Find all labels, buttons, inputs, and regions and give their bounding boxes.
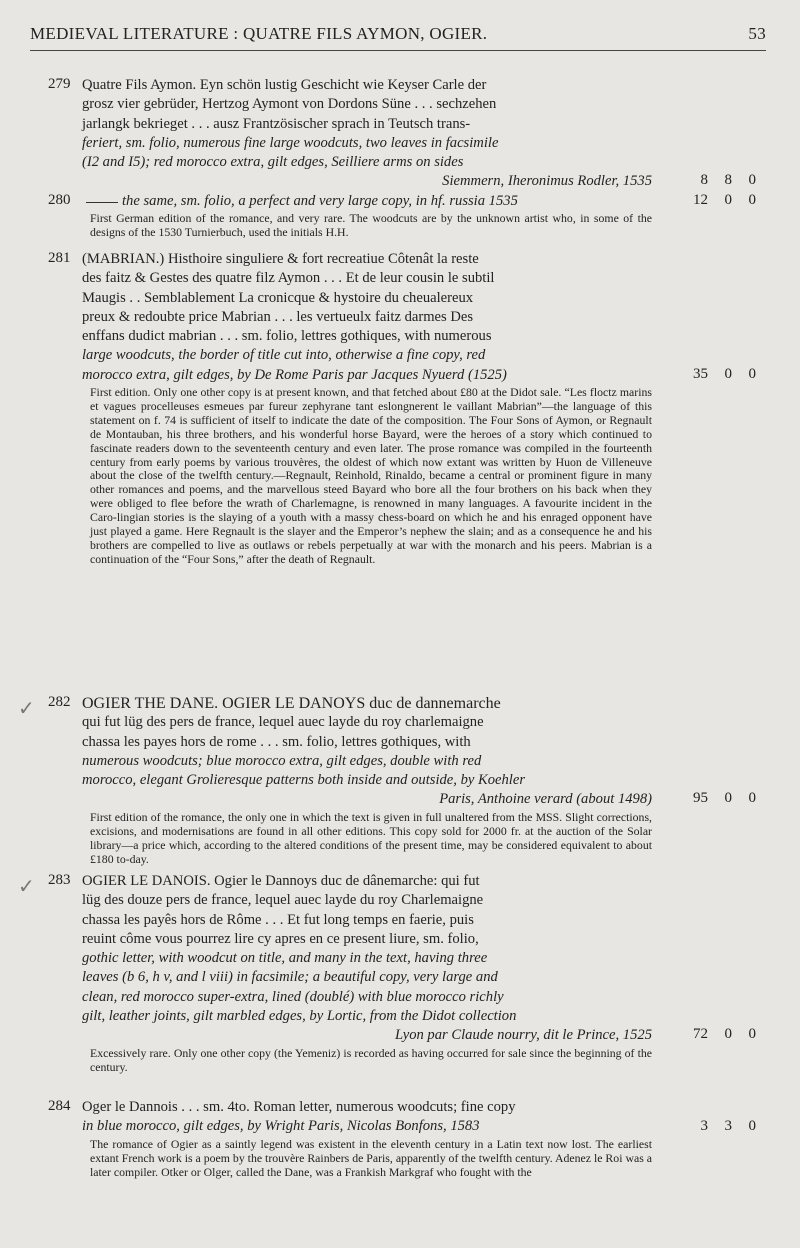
price-pence: 0 bbox=[748, 192, 756, 208]
entry-text bbox=[82, 76, 652, 192]
price-pence: 0 bbox=[748, 366, 756, 382]
text-line: gilt, leather joints, gilt marbled edges, by Lortic, from the Didot collection bbox=[82, 1008, 517, 1025]
price-shillings: 0 bbox=[724, 1026, 732, 1042]
entry-note: Excessively rare. Only one other copy (the Yemeniz) is recorded as having occurred for sale since the beginning of the century. bbox=[90, 1046, 652, 1074]
price-pounds: 3 bbox=[700, 1118, 708, 1134]
text-line: qui fut lüg des pers de france, lequel auec layde du roy charlemaigne bbox=[82, 714, 484, 731]
price bbox=[684, 1118, 764, 1135]
text-line: chassa les payês hors de Rôme . . . Et fut long temps en faerie, puis bbox=[82, 911, 474, 928]
price bbox=[684, 366, 764, 383]
text-line: the same, sm. folio, a perfect and very large copy, in hf. russia 1535 bbox=[122, 193, 518, 209]
text-line: numerous woodcuts; blue morocco extra, gilt edges, double with red bbox=[82, 752, 482, 769]
entry-note: First edition. Only one other copy is at present known, and that fetched about £80 at the Didot sale. “Les floctz marins et vagues procelleuses esmeues par fureur zephyrane tant eslongnerent le vaillant Mabrian”—the language of this statement on f. 74 is sufficient of itself to indicate the date of the composition. The Four Sons of Aymon, or Regnault de Montauban, his three brothers, and his wonderful horse Bayard, were the heroes of a story which continued to fascinate readers down to the seventeenth century and even later. The prose romance was compiled in the fourteenth century from early poems by various trouvères, the oldest of which now extant was written by Huon de Villeneuve about the close of the twelfth century.—Regnault, Reinhold, Rinaldo, became a central or prominent figure in many other romances and poems, and the marvellous steed Bayard who bore all the four brothers on his back when they were obliged to flee before the wrath of Charlemagne, is renowned in many languages. A favourite incident in the Caro-lingian stories is the slaying of a youth with a massy chess-board on which he and his enraged opponent have just played a game. Here Regnault is the slayer and the Emperor’s nephew the slain; and as a consequence he and his brothers are compelled to live as outlaws or rebels perpetually at war with the monarch and his peers. Mabrian is a continuation of the “Four Sons,” after the death of Regnault. bbox=[90, 385, 652, 566]
price-pounds: 35 bbox=[693, 366, 708, 382]
price-shillings: 8 bbox=[724, 172, 732, 188]
entry-number: 280 bbox=[48, 192, 71, 208]
entry-number: 282 bbox=[48, 694, 71, 710]
price-shillings: 0 bbox=[724, 790, 732, 806]
entry-text bbox=[82, 694, 652, 810]
text-line: feriert, sm. folio, numerous fine large woodcuts, two leaves in facsimile bbox=[82, 134, 499, 151]
text-line: (I2 and I5); red morocco extra, gilt edges, Seilliere arms on sides bbox=[82, 154, 464, 171]
entry-text bbox=[82, 250, 652, 385]
text-line: Oger le Dannois . . . sm. 4to. Roman letter, numerous woodcuts; fine copy bbox=[82, 1099, 516, 1115]
price bbox=[684, 172, 764, 189]
text-line: large woodcuts, the border of title cut into, otherwise a fine copy, red bbox=[82, 347, 486, 364]
text-line: chassa les payes hors de rome . . . sm. folio, lettres gothiques, with bbox=[82, 733, 471, 750]
text-line: in blue morocco, gilt edges, by Wright Paris, Nicolas Bonfons, 1583 bbox=[82, 1118, 480, 1135]
ditto-rule bbox=[86, 202, 118, 203]
running-title: MEDIEVAL LITERATURE : QUATRE FILS AYMON, OGIER. bbox=[30, 24, 488, 43]
price-pounds: 12 bbox=[693, 192, 708, 208]
price-shillings: 3 bbox=[724, 1118, 732, 1134]
text-line: clean, red morocco super-extra, lined (doublé) with blue morocco richly bbox=[82, 988, 504, 1005]
text-line: morocco, elegant Grolieresque patterns both inside and outside, by Koehler bbox=[82, 772, 526, 789]
entry-number: 283 bbox=[48, 872, 71, 888]
price bbox=[684, 1026, 764, 1043]
price bbox=[684, 790, 764, 807]
margin-check-mark: ✓ bbox=[18, 698, 35, 720]
entry-number: 281 bbox=[48, 250, 71, 266]
imprint-line: Siemmern, Iheronimus Rodler, 1535 bbox=[442, 173, 652, 190]
text-line: leaves (b 6, h v, and l viii) in facsimile; a beautiful copy, very large and bbox=[82, 969, 498, 986]
text-line: jarlangk bekrieget . . . ausz Frantzösischer sprach in Teutsch trans- bbox=[82, 115, 471, 132]
price-shillings: 0 bbox=[724, 366, 732, 382]
imprint-line: Paris, Anthoine verard (about 1498) bbox=[439, 791, 652, 808]
entry-text bbox=[82, 872, 652, 1046]
text-line: preux & redoubte price Mabrian . . . les vertueulx faitz darmes Des bbox=[82, 308, 474, 325]
text-line: OGIER THE DANE. OGIER LE DANOYS duc de dannemarche bbox=[82, 695, 501, 712]
text-line: OGIER LE DANOIS. Ogier le Dannoys duc de dânemarche: qui fut bbox=[82, 873, 480, 889]
imprint-line: Lyon par Claude nourry, dit le Prince, 1525 bbox=[395, 1027, 652, 1044]
price-pounds: 95 bbox=[693, 790, 708, 806]
text-line: lüg des douze pers de france, lequel auec layde du roy Charlemaigne bbox=[82, 892, 484, 909]
header-rule bbox=[30, 50, 766, 51]
price-shillings: 0 bbox=[724, 192, 732, 208]
price-pounds: 8 bbox=[700, 172, 708, 188]
entry-text bbox=[82, 1098, 652, 1137]
text-line: des faitz & Gestes des quatre filz Aymon . . . Et de leur cousin le subtil bbox=[82, 270, 495, 287]
margin-check-mark: ✓ bbox=[18, 876, 35, 898]
text-line: Quatre Fils Aymon. Eyn schön lustig Geschicht wie Keyser Carle der bbox=[82, 77, 487, 93]
page-number: 53 bbox=[748, 24, 766, 43]
entry-number: 279 bbox=[48, 76, 71, 92]
price-pence: 0 bbox=[748, 172, 756, 188]
price-pence: 0 bbox=[748, 790, 756, 806]
price-pence: 0 bbox=[748, 1118, 756, 1134]
text-line: enffans dudict mabrian . . . sm. folio, lettres gothiques, with numerous bbox=[82, 328, 492, 345]
text-line: gothic letter, with woodcut on title, and many in the text, having three bbox=[82, 950, 488, 967]
price-pence: 0 bbox=[748, 1026, 756, 1042]
entry-note: First German edition of the romance, and very rare. The woodcuts are by the unknown artist who, in some of the designs of the 1530 Turnierbuch, used the initials H.H. bbox=[90, 211, 652, 239]
price-pounds: 72 bbox=[693, 1026, 708, 1042]
text-line: morocco extra, gilt edges, by De Rome Paris par Jacques Nyuerd (1525) bbox=[82, 366, 507, 383]
price bbox=[684, 192, 764, 209]
entry-number: 284 bbox=[48, 1098, 71, 1114]
text-line: (MABRIAN.) Histhoire singuliere & fort recreatiue Côtenât la reste bbox=[82, 251, 479, 267]
entry-note: First edition of the romance, the only one in which the text is given in full unaltered from the MSS. Slight corrections, excisions, and modernisations are found in all other editions. This copy sold for 2000 fr. at the auction of the Solar library—a price which, according to the altered conditions of the present time, may be considered equivalent to about £180 to-day. bbox=[90, 810, 652, 866]
text-line: Maugis . . Semblablement La cronicque & hystoire du cheualereux bbox=[82, 289, 474, 306]
entry-note: The romance of Ogier as a saintly legend was existent in the eleventh century in a Latin text now lost. The earliest extant French work is a poem by the trouvère Rainbers de Paris, apparently of the twelfth century. Adenez le Roi was a later compiler. Otker or Olger, called the Dane, was a Frankish Markgraf who fought with the bbox=[90, 1137, 652, 1179]
entry-text bbox=[122, 192, 652, 211]
text-line: reuint côme vous pourrez lire cy apres en ce present liure, sm. folio, bbox=[82, 930, 479, 947]
text-line: grosz vier gebrüder, Hertzog Aymont von Dordons Süne . . . sechzehen bbox=[82, 96, 497, 113]
